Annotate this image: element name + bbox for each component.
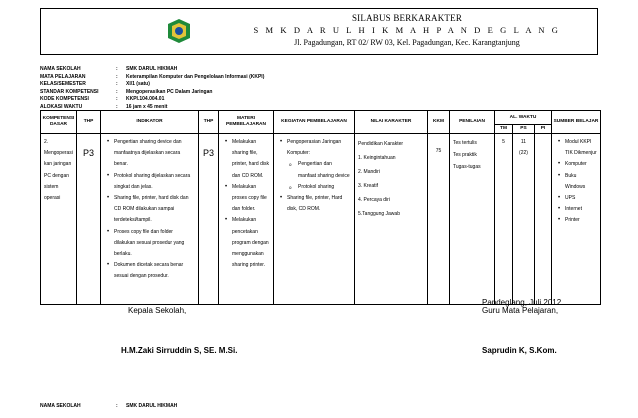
- list-item: • Internet: [565, 204, 597, 215]
- info-block: NAMA SEKOLAH : SMK DARUL HIKMAH MATA PELAJARAN : Keterampilan Komputer dan Pengelolaan Informasi (KKPI) KELAS/SEMESTER : XI/1 (satu) STANDAR KOMPETENSI : Mengoperasikan PC Dalam Jaringan KODE KOMPETENSI : KKPI.104.004.01 ALOKASI WAKTU : 16 jam x 45 menit: [40, 66, 265, 110]
- nilai-item: 1. Keingintahuan: [358, 155, 396, 161]
- col-ps-header: PS: [513, 125, 535, 134]
- list-item: • Sharing file, printer, hard disk dan CD ROM dilakukan sampai terdeteksi/tampil.: [114, 193, 195, 227]
- info-label: KELAS/SEMESTER: [40, 81, 86, 88]
- list-item: • Dokumen dicetak secara benar sesuai dengan prosedur.: [114, 260, 195, 282]
- list-item: • Komputer: [565, 159, 597, 170]
- list-item: o Protokol sharing: [295, 182, 351, 193]
- list-item: • UPS: [565, 193, 597, 204]
- indikator-list: [104, 137, 195, 283]
- school-logo-icon: [166, 18, 192, 44]
- pi-cell: [535, 134, 551, 140]
- col-kegiatan-header: KEGIATAN PEMBELAJARAN: [274, 111, 355, 134]
- info-value: SMK DARUL HIKMAH: [126, 66, 178, 72]
- info-label: STANDAR KOMPETENSI: [40, 88, 99, 95]
- list-item: • Sharing file, printer, Hard disk, CD ROM.: [287, 193, 351, 215]
- col-penilaian-header: PENILAIAN: [450, 111, 495, 134]
- penilaian-item: Tes tertulis: [453, 140, 477, 146]
- list-item: • Printer: [565, 215, 597, 226]
- teacher-name: Saprudin K, S.Kom.: [482, 346, 557, 355]
- penilaian-item: Tugas-tugas: [453, 164, 481, 170]
- syllabus-title: SILABUS BERKARAKTER: [351, 13, 463, 23]
- col-nilai-header: NILAI KARAKTER: [355, 111, 428, 134]
- ps-value: 11: [520, 139, 527, 145]
- info-value: Keterampilan Komputer dan Pengelolaan Informasi (KKPI): [126, 73, 265, 80]
- list-item: [287, 137, 351, 193]
- kd-cell: 2. Mengoperasi kan jaringan PC dengan sistem operasi: [44, 139, 73, 202]
- list-item: • Melakukan proses copy file dan folder.: [232, 182, 270, 216]
- table-row: [41, 134, 601, 305]
- kegiatan-main: Pengoperasian Jaringan Komputer:: [287, 139, 342, 157]
- col-pi-header: PI: [535, 125, 552, 134]
- nilai-item: 5.Tanggung Jawab: [358, 211, 400, 217]
- nilai-cell: [355, 134, 427, 224]
- list-item: • Modul KKPI TIK Dikmenjur: [565, 137, 597, 159]
- list-item: o Pengertian dan manfaat sharing device: [295, 159, 351, 181]
- nilai-item: 4. Percaya diri: [358, 197, 390, 203]
- kkm-cell: 75: [435, 148, 442, 154]
- sumber-list: [555, 137, 597, 227]
- col-materi-header: MATERI PEMBELAJARAN: [219, 111, 274, 134]
- col-sumber-header: SUMBER BELAJAR: [552, 111, 601, 134]
- headmaster-name: H.M.Zaki Sirruddin S, SE. M.Si.: [121, 346, 238, 355]
- col-indikator-header: INDIKATOR: [101, 111, 199, 134]
- thp-cell: P3: [82, 148, 94, 158]
- place-date: Pandeglang, Juli 2012: [482, 298, 562, 307]
- thp2-cell: P3: [202, 148, 214, 158]
- list-item: • Melakukan sharing file, printer, hard disk dan CD ROM.: [232, 137, 270, 182]
- info-label: NAMA SEKOLAH: [40, 66, 81, 72]
- penilaian-cell: [450, 134, 494, 176]
- col-thp2-header: THP: [199, 111, 219, 134]
- syllabus-table: [40, 110, 601, 305]
- info-label: ALOKASI WAKTU: [40, 103, 83, 110]
- school-name: S M K D A R U L H I K M A H P A N D E G L A N G: [253, 25, 561, 35]
- info-value: 16 jam x 45 menit: [126, 103, 168, 110]
- col-alokasi-header: AL. WAKTU: [495, 111, 552, 125]
- footer-value: SMK DARUL HIKMAH: [126, 403, 178, 409]
- col-thp-header: THP: [77, 111, 101, 134]
- nilai-item: Pendidikan Karakter: [358, 141, 404, 147]
- list-item: • Proses copy file dan folder dilakukan sesuai prosedur yang berlaku.: [114, 227, 195, 261]
- list-item: • Melakukan pencetakan program dengan menggunakan sharing printer.: [232, 215, 270, 271]
- nilai-item: 3. Kreatif: [358, 183, 379, 189]
- col-tm-header: TM: [495, 125, 513, 134]
- info-label: KODE KOMPETENSI: [40, 96, 89, 103]
- info-value: KKPI.104.004.01: [126, 96, 165, 103]
- teacher-title: Guru Mata Pelajaran,: [482, 306, 559, 315]
- materi-list: [222, 137, 270, 271]
- info-value: Mengoperasikan PC Dalam Jaringan: [126, 88, 213, 95]
- info-label: MATA PELAJARAN: [40, 73, 86, 80]
- list-item: • Pengertian sharing device dan manfaatnya dijelaskan secara benar.: [114, 137, 195, 171]
- tm-cell: 5: [502, 139, 505, 145]
- ps-value-secondary: (22): [519, 150, 528, 157]
- penilaian-item: Tes praktik: [453, 152, 477, 158]
- info-value: XI/1 (satu): [126, 81, 150, 88]
- footer-label: NAMA SEKOLAH: [40, 403, 81, 409]
- school-address: Jl. Pagadungan, RT 02/ RW 03, Kel. Pagadungan, Kec. Karangtanjung: [294, 38, 520, 47]
- nilai-item: 2. Mandiri: [358, 169, 380, 175]
- col-kd-header: KOMPETENSI DASAR: [41, 111, 77, 134]
- headmaster-title: Kepala Sekolah,: [128, 306, 187, 315]
- list-item: • Buku Windows: [565, 171, 597, 193]
- col-kkm-header: KKM: [428, 111, 450, 134]
- kegiatan-list: [277, 137, 351, 215]
- footer-school: NAMA SEKOLAH : SMK DARUL HIKMAH: [40, 403, 178, 409]
- list-item: • Protokol sharing dijelaskan secara singkat dan jelas.: [114, 171, 195, 193]
- ps-cell: [513, 134, 534, 162]
